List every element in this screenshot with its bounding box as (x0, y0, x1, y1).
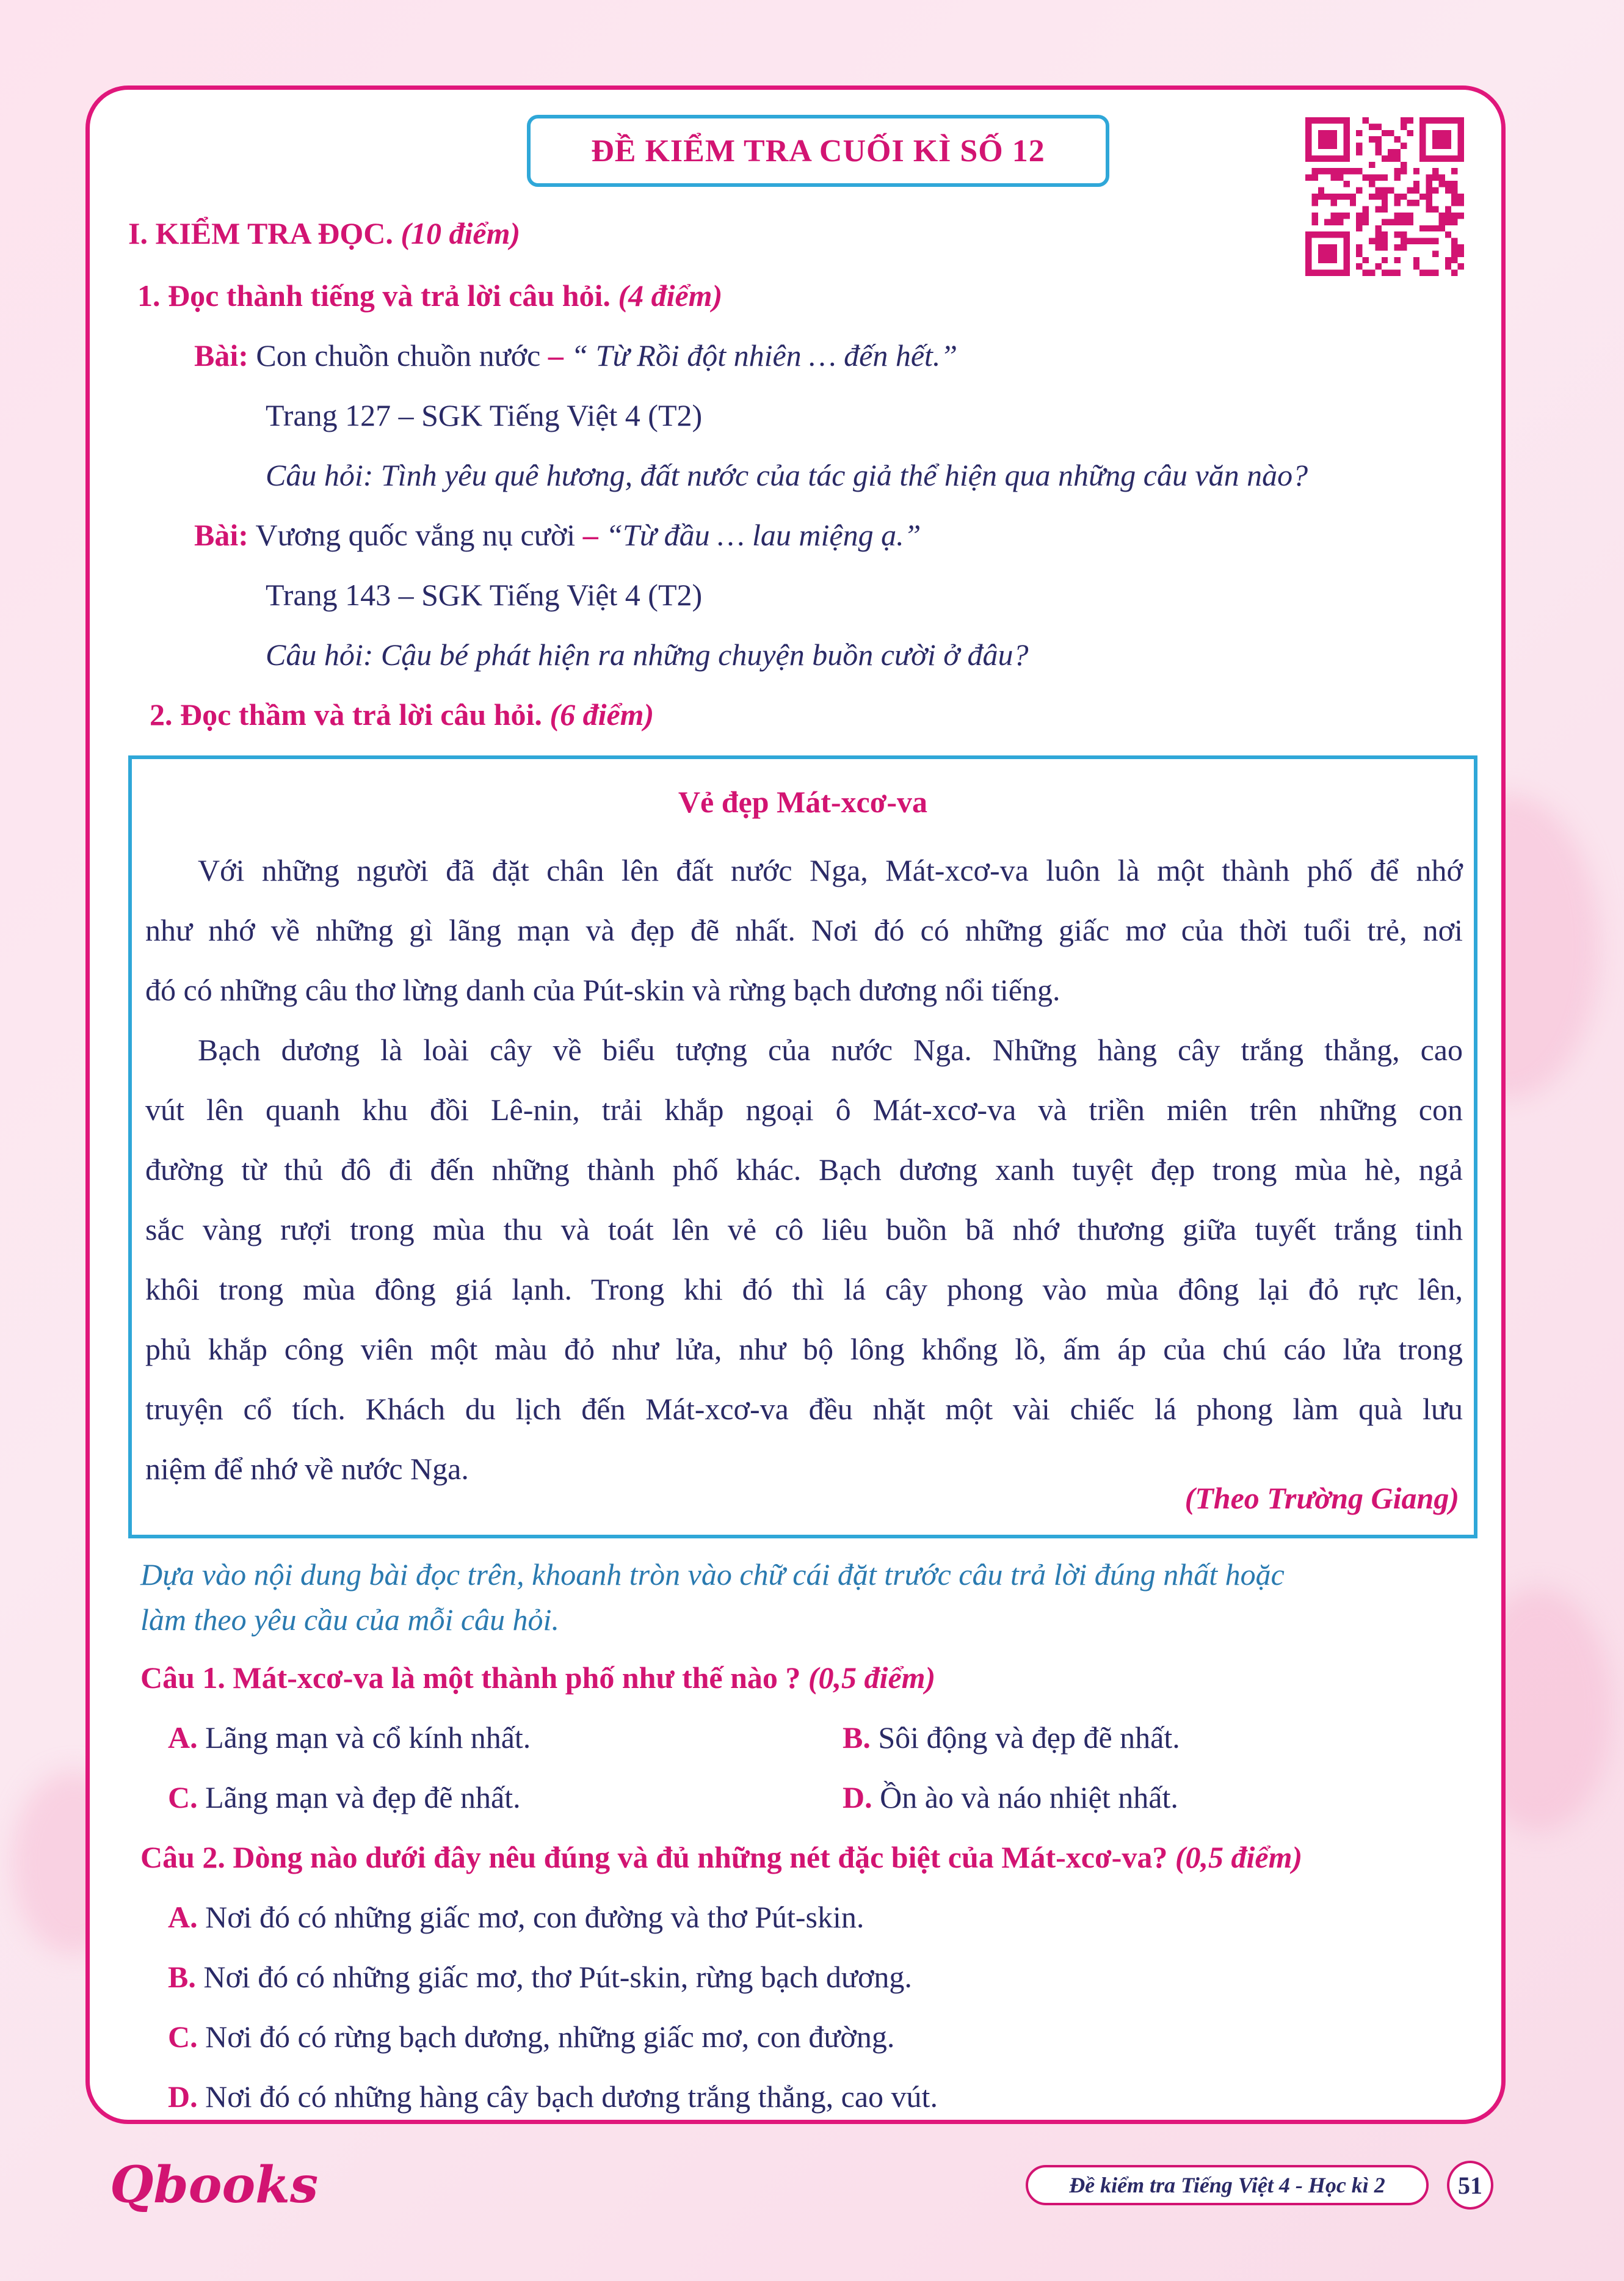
q2-option-c[interactable]: C. Nơi đó có rừng bạch dương, những giấc mơ, con đường. (168, 2020, 895, 2054)
q2-option-b[interactable]: B. Nơi đó có những giấc mơ, thơ Pút-skin, rừng bạch dương. (168, 1960, 912, 1994)
lesson-2-page: Trang 143 – SGK Tiếng Việt 4 (T2) (266, 578, 703, 612)
part2-points: (6 điểm) (549, 697, 654, 732)
q1-option-c[interactable]: C. Lãng mạn và đẹp đẽ nhất. (168, 1780, 521, 1814)
paragraph-line: đường từ thủ đô đi đến những thành phố khác. Bạch dương xanh tuyệt đẹp trong mùa hè, ngả (145, 1152, 1463, 1187)
instruction-line-1: Dựa vào nội dung bài đọc trên, khoanh tròn vào chữ cái đặt trước câu trả lời đúng nhất hoặc (140, 1557, 1285, 1592)
paragraph-line: sắc vàng rượi trong mùa thu và toát lên vẻ cô liêu buồn bã nhớ thương giữa tuyết trắng tinh (145, 1212, 1463, 1246)
question-1-points: (0,5 điểm) (808, 1661, 936, 1695)
lesson-1-question: Câu hỏi: Tình yêu quê hương, đất nước của tác giả thể hiện qua những câu văn nào? (266, 458, 1308, 492)
q1-option-b[interactable]: B. Sôi động và đẹp đẽ nhất. (843, 1720, 1180, 1755)
paragraph-line: niệm để nhớ về nước Nga. (145, 1452, 469, 1486)
question-1 (140, 1659, 935, 1696)
lesson-2-question: Câu hỏi: Cậu bé phát hiện ra những chuyện buồn cười ở đâu? (266, 638, 1029, 672)
part2-heading (150, 696, 654, 733)
paragraph-line: đó có những câu thơ lừng danh của Pút-skin và rừng bạch dương nổi tiếng. (145, 973, 1060, 1007)
section-points: (10 điểm) (401, 216, 521, 250)
reading-title: Vẻ đẹp Mát-xcơ-va (678, 785, 928, 819)
part1-heading (137, 277, 722, 314)
part1-points: (4 điểm) (618, 278, 723, 313)
lesson-1-quote: “ Từ Rồi đột nhiên … đến hết.” (571, 338, 958, 373)
question-1-label: Câu 1. (140, 1661, 225, 1695)
q1-option-d[interactable]: D. Ồn ào và náo nhiệt nhất. (843, 1780, 1178, 1814)
paragraph-line: Với những người đã đặt chân lên đất nước Nga, Mát-xcơ-va luôn là một thành phố để nhớ (198, 853, 1463, 887)
lesson-1-name: Con chuồn chuồn nước (256, 338, 541, 373)
question-2 (140, 1839, 1302, 1875)
exam-title-box (527, 115, 1109, 187)
section-heading (128, 215, 520, 252)
reading-passage-box (128, 755, 1477, 1538)
reading-paragraph-1 (145, 840, 1463, 1020)
lesson-2-name: Vương quốc vắng nụ cười (255, 518, 576, 552)
instruction-line-2: làm theo yêu cầu của mỗi câu hỏi. (140, 1603, 559, 1637)
paragraph-line: truyện cổ tích. Khách du lịch đến Mát-xcơ-va đều nhặt một vài chiếc lá phong làm quà lưu (145, 1392, 1463, 1426)
paragraph-line: khôi trong mùa đông giá lạnh. Trong khi đó thì lá cây phong vào mùa đông lại đỏ rực lên, (145, 1272, 1463, 1306)
exam-title: ĐỀ KIỂM TRA CUỐI KÌ SỐ 12 (591, 133, 1045, 169)
question-2-points: (0,5 điểm) (1175, 1840, 1303, 1874)
paragraph-line: Bạch dương là loài cây về biểu tượng của nước Nga. Những hàng cây trắng thẳng, cao (198, 1033, 1463, 1067)
paragraph-line: như nhớ về những gì lãng mạn và đẹp đẽ nhất. Nơi đó có những giấc mơ của thời tuổi trẻ, nơi (145, 913, 1463, 947)
lesson-1-page: Trang 127 – SGK Tiếng Việt 4 (T2) (266, 398, 703, 432)
reading-paragraph-2 (145, 1020, 1463, 1499)
qr-code (1305, 117, 1464, 276)
section-label: I. KIỂM TRA ĐỌC. (128, 216, 393, 250)
question-1-text: Mát-xcơ-va là một thành phố như thế nào ? (233, 1661, 801, 1695)
lesson-2: Bài: Vương quốc vắng nụ cười – “Từ đầu … lau miệng ạ.” (194, 518, 921, 552)
q2-option-a[interactable]: A. Nơi đó có những giấc mơ, con đường và thơ Pút-skin. (168, 1900, 865, 1934)
lesson-1: Bài: Con chuồn chuồn nước – “ Từ Rồi đột nhiên … đến hết.” (194, 338, 958, 373)
publisher-logo: Qbooks (110, 2156, 319, 2214)
question-2-label: Câu 2. (140, 1840, 225, 1874)
lesson-2-quote: “Từ đầu … lau miệng ạ.” (606, 518, 921, 552)
part2-label: 2. Đọc thầm và trả lời câu hỏi. (150, 697, 542, 732)
paragraph-line: vút lên quanh khu đồi Lê-nin, trải khắp ngoại ô Mát-xcơ-va và triền miên trên những con (145, 1093, 1463, 1127)
part1-label: 1. Đọc thành tiếng và trả lời câu hỏi. (137, 278, 611, 313)
page-number: 51 (1447, 2161, 1493, 2210)
q1-option-a[interactable]: A. Lãng mạn và cổ kính nhất. (168, 1720, 531, 1755)
reading-source: (Theo Trường Giang) (1184, 1481, 1459, 1515)
q2-option-d[interactable]: D. Nơi đó có những hàng cây bạch dương trắng thẳng, cao vút. (168, 2079, 938, 2114)
footer-book-title: Đề kiểm tra Tiếng Việt 4 - Học kì 2 (1026, 2165, 1429, 2205)
paragraph-line: phủ khắp công viên một màu đỏ như lửa, như bộ lông khổng lồ, ấm áp của chú cáo lửa trong (145, 1332, 1463, 1366)
question-2-text: Dòng nào dưới đây nêu đúng và đủ những nét đặc biệt của Mát-xcơ-va? (233, 1840, 1168, 1874)
